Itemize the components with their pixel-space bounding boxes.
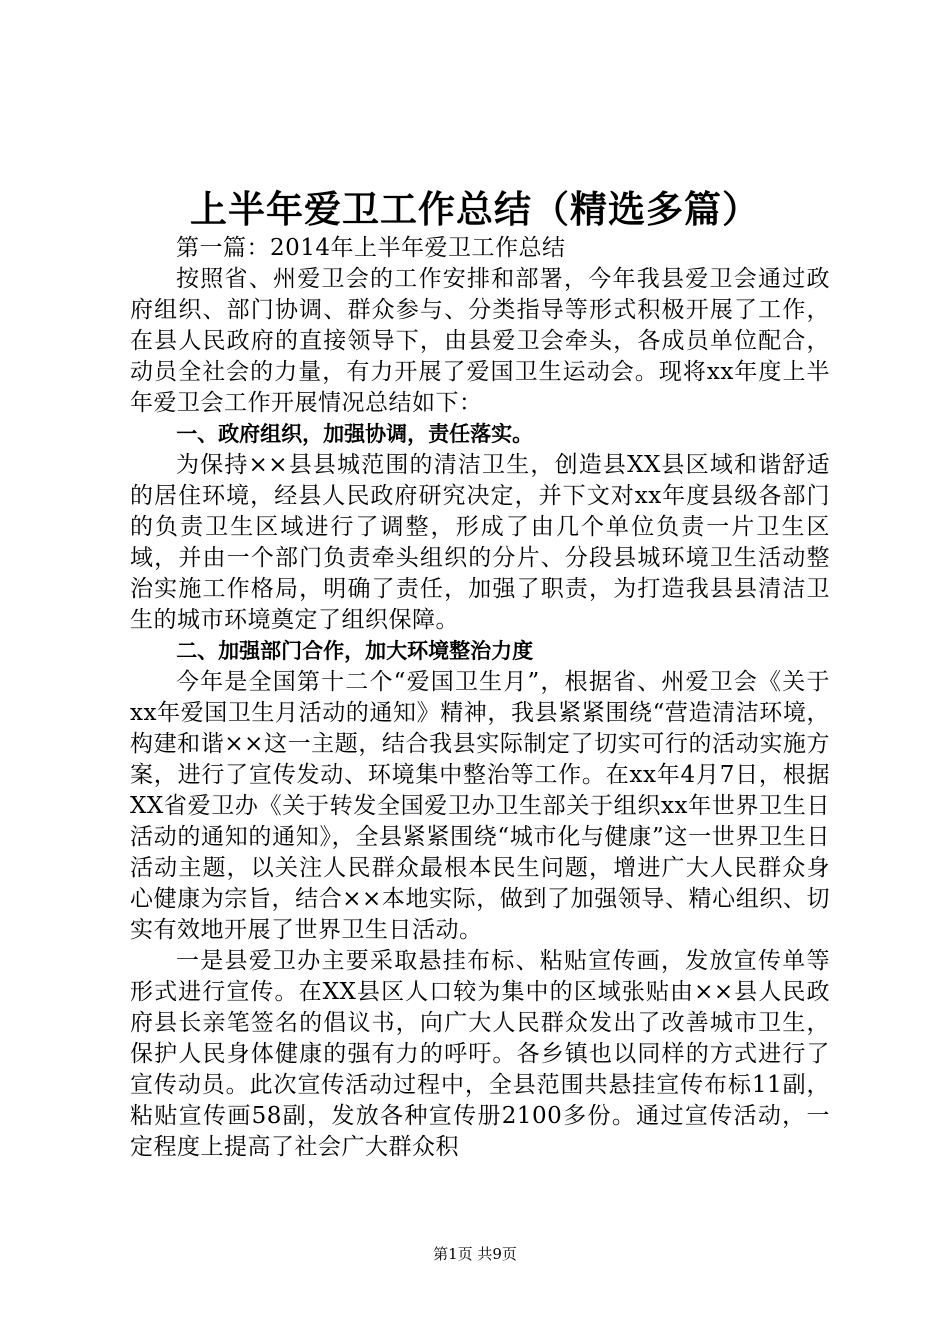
document-body — [130, 233, 830, 1163]
page-footer — [0, 1244, 950, 1264]
section-heading-2: 二、加强部门合作，加大环境整治力度 — [176, 639, 534, 663]
section-subtitle: 第一篇：2014年上半年爱卫工作总结 — [176, 235, 566, 261]
body-paragraph: 为保持××县县城范围的清洁卫生，创造县XX县区域和谐舒适的居住环境，经县人民政府研究决定，并下文对xx年度县级各部门的负责卫生区域进行了调整，形成了由几个单位负责一片卫生区域，并由一个部门负责牵头组织的分片、分段县城环境卫生活动整治实施工作格局，明确了责任，加强了职责，为打造我县县清洁卫生的城市环境奠定了组织保障。 — [130, 452, 830, 633]
body-paragraph: 一是县爱卫办主要采取悬挂布标、粘贴宣传画，发放宣传单等形式进行宣传。在XX县区人口较为集中的区域张贴由××县人民政府县长亲笔签名的倡议书，向广大人民群众发出了改善城市卫生，保护人民身体健康的强有力的呼吁。各乡镇也以同样的方式进行了宣传动员。此次宣传活动过程中，全县范围共悬挂宣传布标11副，粘贴宣传画58副，发放各种宣传册2100多份。通过宣传活动，一定程度上提高了社会广大群众积 — [130, 948, 830, 1160]
body-paragraph: 按照省、州爱卫会的工作安排和部署，今年我县爱卫会通过政府组织、部门协调、群众参与、分类指导等形式积极开展了工作，在县人民政府的直接领导下，由县爱卫会牵头，各成员单位配合，动员全社会的力量，有力开展了爱国卫生运动会。现将xx年度上半年爱卫会工作开展情况总结如下： — [130, 266, 830, 416]
body-paragraph: 今年是全国第十二个“爱国卫生月”，根据省、州爱卫会《关于xx年爱国卫生月活动的通知》精神，我县紧紧围绕“营造清洁环境，构建和谐××这一主题，结合我县实际制定了切实可行的活动实施方案，进行了宣传发动、环境集中整治等工作。在xx年4月7日，根据XX省爱卫办《关于转发全国爱卫办卫生部关于组织xx年世界卫生日活动的通知的通知》，全县紧紧围绕“城市化与健康”这一世界卫生日活动主题，以关注人民群众最根本民生问题，增进广大人民群众身心健康为宗旨，结合××本地实际，做到了加强领导、精心组织、切实有效地开展了世界卫生日活动。 — [130, 669, 830, 943]
page-number-indicator: 第1页 共9页 — [433, 1245, 517, 1263]
section-heading-1: 一、政府组织，加强协调，责任落实。 — [176, 422, 534, 446]
document-title: 上半年爱卫工作总结（精选多篇） — [190, 188, 760, 231]
